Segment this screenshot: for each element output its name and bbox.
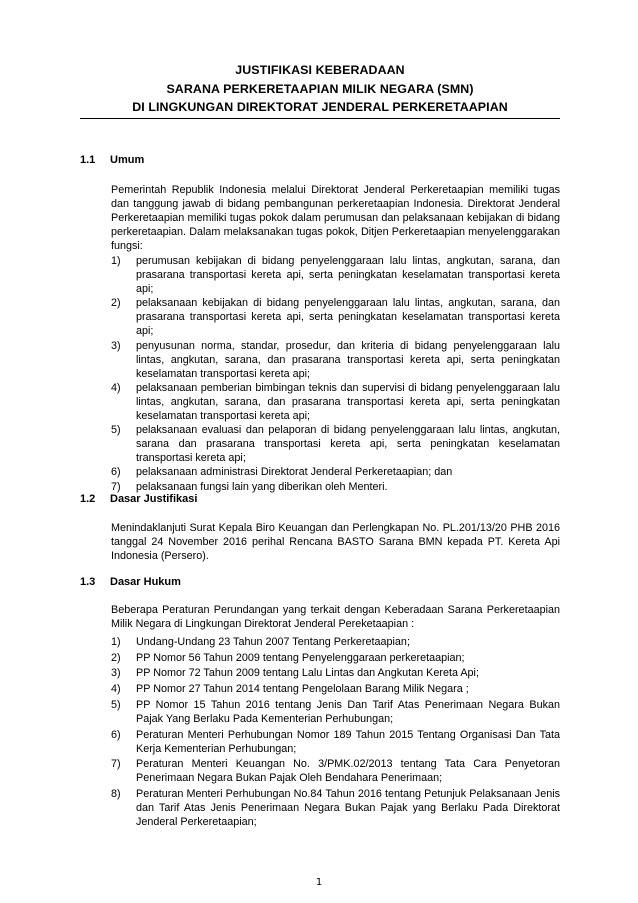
list-item: [111, 666, 560, 680]
list-item: [111, 651, 560, 665]
list-number: 2): [111, 651, 121, 664]
fungsi-list: [111, 254, 560, 494]
title-line-2: SARANA PERKERETAAPIAN MILIK NEGARA (SMN): [166, 81, 474, 96]
list-item: [111, 787, 560, 829]
list-item: [111, 682, 560, 696]
section-paragraph-dasar-justifikasi: Menindaklanjuti Surat Kepala Biro Keuangan dan Perlengkapan No. PL.201/13/20 PHB 2016 tanggal 24 November 2016 perihal Rencana BASTO Sarana BMN kepada PT. Kereta Api Indonesia (Persero).: [111, 522, 560, 563]
peraturan-list: [111, 635, 560, 831]
section-number: 1.2: [80, 493, 96, 505]
title-line-3: DI LINGKUNGAN DIREKTORAT JENDERAL PERKERETAAPIAN: [132, 100, 508, 114]
list-item: [111, 465, 560, 479]
list-text: PP Nomor 72 Tahun 2009 tentang Lalu Lintas dan Angkutan Kereta Api;: [136, 667, 479, 680]
title-underline: [80, 118, 560, 119]
list-number: 5): [111, 698, 121, 711]
list-text: pelaksanaan pemberian bimbingan teknis dan supervisi di bidang penyelenggaraan lalu lintas, angkutan, sarana, dan prasarana transportasi kereta api, serta peningkatan keselamatan transportasi kereta api;: [136, 381, 560, 423]
list-number: 8): [111, 788, 121, 801]
list-item: [111, 254, 560, 296]
list-number: 1): [111, 255, 121, 267]
list-text: Peraturan Menteri Perhubungan No.84 Tahun 2016 tentang Petunjuk Pelaksanaan Jenis dan Tarif Atas Jenis Penerimaan Negara Bukan Pajak yang Berlaku Pada Direktorat Jenderal Perkeretaapian;: [136, 788, 560, 829]
section-title: Dasar Hukum: [110, 576, 181, 588]
section-heading-dasar-hukum: [80, 575, 181, 589]
list-text: pelaksanaan evaluasi dan pelaporan di bidang penyelenggaraan lalu lintas, angkutan, sarana dan prasarana transportasi kereta api, serta peningkatan keselamatan transportasi kereta api;: [136, 424, 560, 465]
list-number: 4): [111, 683, 121, 696]
list-number: 5): [111, 424, 121, 437]
section-paragraph-umum: Pemerintah Republik Indonesia melalui Direktorat Jenderal Perkeretaapian memiliki tugas dan tanggung jawab di bidang pembangunan perkeretaapian Indonesia. Direktorat Jenderal Perkeretaapian memiliki tugas pokok dalam perumusan dan pelaksanaan kebijakan di bidang perkeretaapian. Dalam melaksanakan tugas pokok, Ditjen Perkeretaapian menyelenggarakan fungsi:: [111, 184, 560, 253]
list-text: Undang-Undang 23 Tahun 2007 Tentang Perkeretaapian;: [136, 636, 410, 648]
list-item: [111, 296, 560, 338]
list-text: perumusan kebijakan di bidang penyelenggaraan lalu lintas, angkutan, sarana, dan prasarana transportasi kereta api, serta peningkatan keselamatan transportasi kereta api;: [136, 255, 560, 296]
list-number: 7): [111, 480, 121, 493]
list-item: [111, 339, 560, 381]
list-number: 7): [111, 758, 121, 771]
section-heading-dasar-justifikasi: [80, 492, 197, 506]
list-text: Peraturan Menteri Keuangan No. 3/PMK.02/2013 tentang Tata Cara Penyetoran Penerimaan Negara Bukan Pajak Oleh Bendahara Penerimaan;: [136, 758, 560, 785]
list-text: pelaksanaan fungsi lain yang diberikan oleh Menteri.: [136, 480, 388, 493]
title-line-1: JUSTIFIKASI KEBERADAAN: [235, 63, 405, 77]
page-number: 1: [315, 877, 323, 888]
list-text: penyusunan norma, standar, prosedur, dan kriteria di bidang penyelenggaraan lalu lintas, angkutan, sarana, dan prasarana transportasi kereta api, serta peningkatan keselamatan transportasi kereta api;: [136, 339, 560, 380]
list-number: 3): [111, 339, 121, 352]
list-number: 2): [111, 297, 121, 310]
list-text: Peraturan Menteri Perhubungan Nomor 189 Tahun 2015 Tentang Organisasi Dan Tata Kerja Kementerian Perhubungan;: [136, 728, 560, 755]
list-text: PP Nomor 56 Tahun 2009 tentang Penyelenggaraan perkeretaapian;: [136, 651, 465, 664]
section-paragraph-dasar-hukum: Beberapa Peraturan Perundangan yang terkait dengan Keberadaan Sarana Perkeretaapian Milik Negara di Lingkungan Direktorat Jenderal Pereketaapian :: [111, 604, 560, 631]
list-number: 3): [111, 667, 121, 680]
section-heading-umum: [80, 153, 144, 167]
list-text: PP Nomor 15 Tahun 2016 tentang Jenis Dan Tarif Atas Penerimaan Negara Bukan Pajak Yang Berlaku Pada Kementerian Perhubungan;: [136, 698, 560, 725]
list-item: [111, 728, 560, 756]
list-item: [111, 698, 560, 726]
list-text: pelaksanaan administrasi Direktorat Jenderal Perkeretaapian; dan: [136, 466, 453, 479]
list-number: 4): [111, 381, 121, 394]
section-title: Umum: [110, 154, 145, 166]
section-title: Dasar Justifikasi: [110, 493, 198, 505]
list-item: [111, 757, 560, 785]
list-item: [111, 635, 560, 649]
section-number: 1.1: [80, 154, 96, 166]
section-number: 1.3: [80, 576, 96, 588]
list-text: pelaksanaan kebijakan di bidang penyelenggaraan lalu lintas, angkutan, sarana, dan prasarana transportasi kereta api, serta peningkatan keselamatan transportasi kereta api;: [136, 297, 560, 338]
list-number: 6): [111, 466, 121, 479]
list-number: 1): [111, 636, 121, 648]
document-title: [80, 61, 560, 117]
list-item: [111, 423, 560, 465]
list-number: 6): [111, 728, 121, 741]
list-item: [111, 381, 560, 423]
list-text: PP Nomor 27 Tahun 2014 tentang Pengelolaan Barang Milik Negara ;: [136, 683, 469, 696]
